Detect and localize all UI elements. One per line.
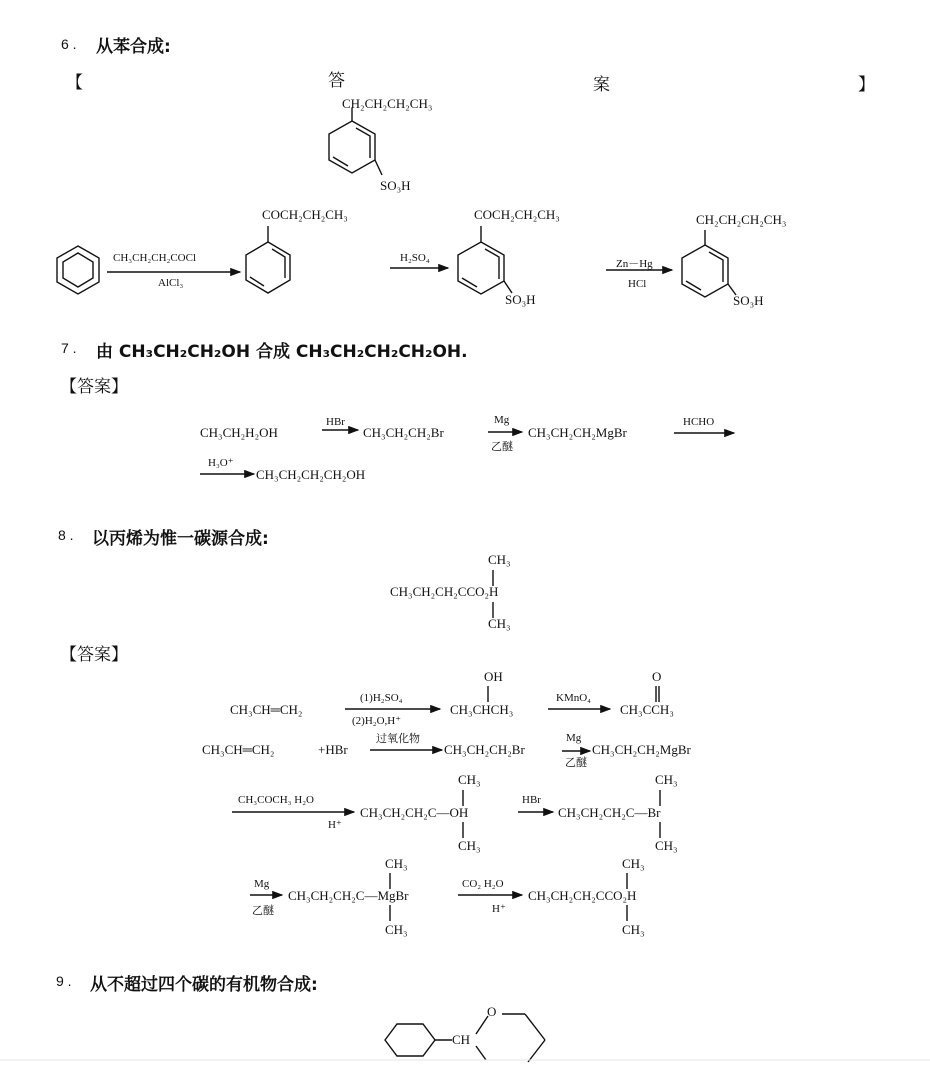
q8-r3-top1: CH₃ — [458, 772, 481, 787]
question-7-title: 由 CH₃CH₂CH₂OH 合成 CH₃CH₂CH₂CH₂OH. — [96, 342, 468, 362]
q8-r2-start: CH₃CH═CH₂ — [202, 742, 275, 757]
q8-r4-reagent-ether: 乙醚 — [252, 905, 274, 917]
q8-r4-grignard: CH₃CH₂CH₂C—MgBr — [288, 888, 409, 903]
q8-r2-reagent-ether: 乙醚 — [565, 757, 587, 769]
q6-ring-2 — [458, 226, 512, 294]
q8-r2-reagent-mg: Mg — [566, 732, 582, 744]
q8-r4-reagent-co2: CO₂ H₂O — [462, 878, 504, 890]
q8-r3-reagent-below: H⁺ — [328, 819, 342, 831]
q7-reagent-hcho: HCHO — [683, 416, 715, 428]
q8-r2-bromide: CH₃CH₂CH₂Br — [444, 742, 525, 757]
answer-bracket-open: 【 — [66, 73, 83, 93]
q8-r3-bromide: CH₃CH₂CH₂C—Br — [558, 805, 661, 820]
q8-r1-start: CH₃CH═CH₂ — [230, 702, 303, 717]
q8-target-top: CH₃ — [488, 552, 511, 567]
q7-bromide: CH₃CH₂CH₂Br — [363, 425, 444, 440]
q6-step2-product-so3h: SO₃H — [505, 292, 536, 307]
q8-r1-oh: OH — [484, 669, 503, 684]
q8-r3-bot2: CH₃ — [655, 838, 678, 853]
q8-r1-reagent-kmno4: KMnO₄ — [556, 692, 592, 704]
answer-char-da: 答 — [328, 71, 345, 91]
q8-r2-grignard: CH₃CH₂CH₂MgBr — [592, 742, 691, 757]
q8-r4-reagent-mg: Mg — [254, 878, 270, 890]
q8-r1-reagent-below: (2)H₂O,H⁺ — [352, 715, 402, 727]
q7-start: CH₃CH₂H₂OH — [200, 425, 278, 440]
q8-r1-o: O — [652, 669, 662, 684]
question-9-number: 9 . — [56, 973, 72, 989]
q7-product: CH₃CH₂CH₂CH₂OH — [256, 467, 366, 482]
question-6-number: 6 . — [61, 36, 77, 52]
q8-r3-bot1: CH₃ — [458, 838, 481, 853]
q6-step3-product-top: CH₂CH₂CH₂CH₃ — [696, 212, 787, 227]
q8-r4-bot1: CH₃ — [385, 922, 408, 937]
q6-step2-reagent-above: H₂SO₄ — [400, 252, 430, 264]
q9-target-structure — [385, 1014, 545, 1062]
q6-step1-product-top: COCH₂CH₂CH₃ — [262, 207, 348, 222]
question-8-title: 以丙烯为惟一碳源合成: — [92, 529, 269, 549]
q6-step3-reagent-below: HCl — [628, 278, 647, 290]
question-7-answer-label: 【答案】 — [60, 377, 128, 397]
q8-r1-reagent-above: (1)H₂SO₄ — [360, 692, 403, 704]
q8-r3-top2: CH₃ — [655, 772, 678, 787]
q7-reagent-ether: 乙醚 — [491, 441, 513, 453]
question-8-number: 8 . — [58, 527, 74, 543]
q7-reagent-mg: Mg — [494, 414, 510, 426]
q8-target-bottom: CH₃ — [488, 616, 511, 631]
q6-step2-product-top: COCH₂CH₂CH₃ — [474, 207, 560, 222]
q6-step1-reagent-above: CH₃CH₂CH₂COCl — [113, 252, 197, 264]
q8-r4-acid: CH₃CH₂CH₂CCO₂H — [528, 888, 637, 903]
q8-r4-reagent-h: H⁺ — [492, 903, 506, 915]
q7-grignard: CH₃CH₂CH₂MgBr — [528, 425, 627, 440]
q8-r1-acetone: CH₃CCH₃ — [620, 702, 674, 717]
answer-bracket-close: 】 — [858, 75, 875, 95]
q8-target-main: CH₃CH₂CH₂CCO₂H — [390, 584, 499, 599]
q6-step1-reagent-below: AlCl₃ — [158, 277, 184, 289]
question-7-number: 7 . — [61, 340, 77, 356]
q8-r4-top1: CH₃ — [385, 856, 408, 871]
q7-reagent-h3o: H₃O⁺ — [208, 457, 234, 469]
q7-reagent-hbr: HBr — [326, 416, 345, 428]
q8-r3-reagent-above: CH₃COCH₃ H₂O — [238, 794, 314, 806]
q8-r1-isopropanol: CH₃CHCH₃ — [450, 702, 514, 717]
q6-step3-reagent-above: Zn－Hg — [616, 258, 653, 270]
question-9-title: 从不超过四个碳的有机物合成: — [90, 975, 318, 995]
question-8-answer-label: 【答案】 — [60, 645, 128, 665]
question-6-title: 从苯合成: — [96, 37, 171, 57]
q6-ring-1 — [246, 226, 290, 293]
q6-target-ring — [329, 108, 382, 175]
q6-ring-3 — [682, 230, 736, 297]
q9-target-ch: CH — [452, 1032, 471, 1047]
q8-r4-top2: CH₃ — [622, 856, 645, 871]
q8-r3-alcohol: CH₃CH₂CH₂C—OH — [360, 805, 469, 820]
q6-target-chain: CH₂CH₂CH₂CH₃ — [342, 96, 433, 111]
q8-r3-reagent-hbr: HBr — [522, 794, 541, 806]
answer-char-an: 案 — [593, 75, 610, 95]
q8-r2-reagent-peroxide: 过氧化物 — [376, 733, 420, 745]
benzene-ring — [57, 246, 99, 294]
q6-target-so3h: SO₃H — [380, 178, 411, 193]
q8-r4-bot2: CH₃ — [622, 922, 645, 937]
q8-r2-plus-hbr: +HBr — [318, 742, 348, 757]
q6-step3-product-so3h: SO₃H — [733, 293, 764, 308]
q9-target-o: O — [487, 1004, 497, 1019]
